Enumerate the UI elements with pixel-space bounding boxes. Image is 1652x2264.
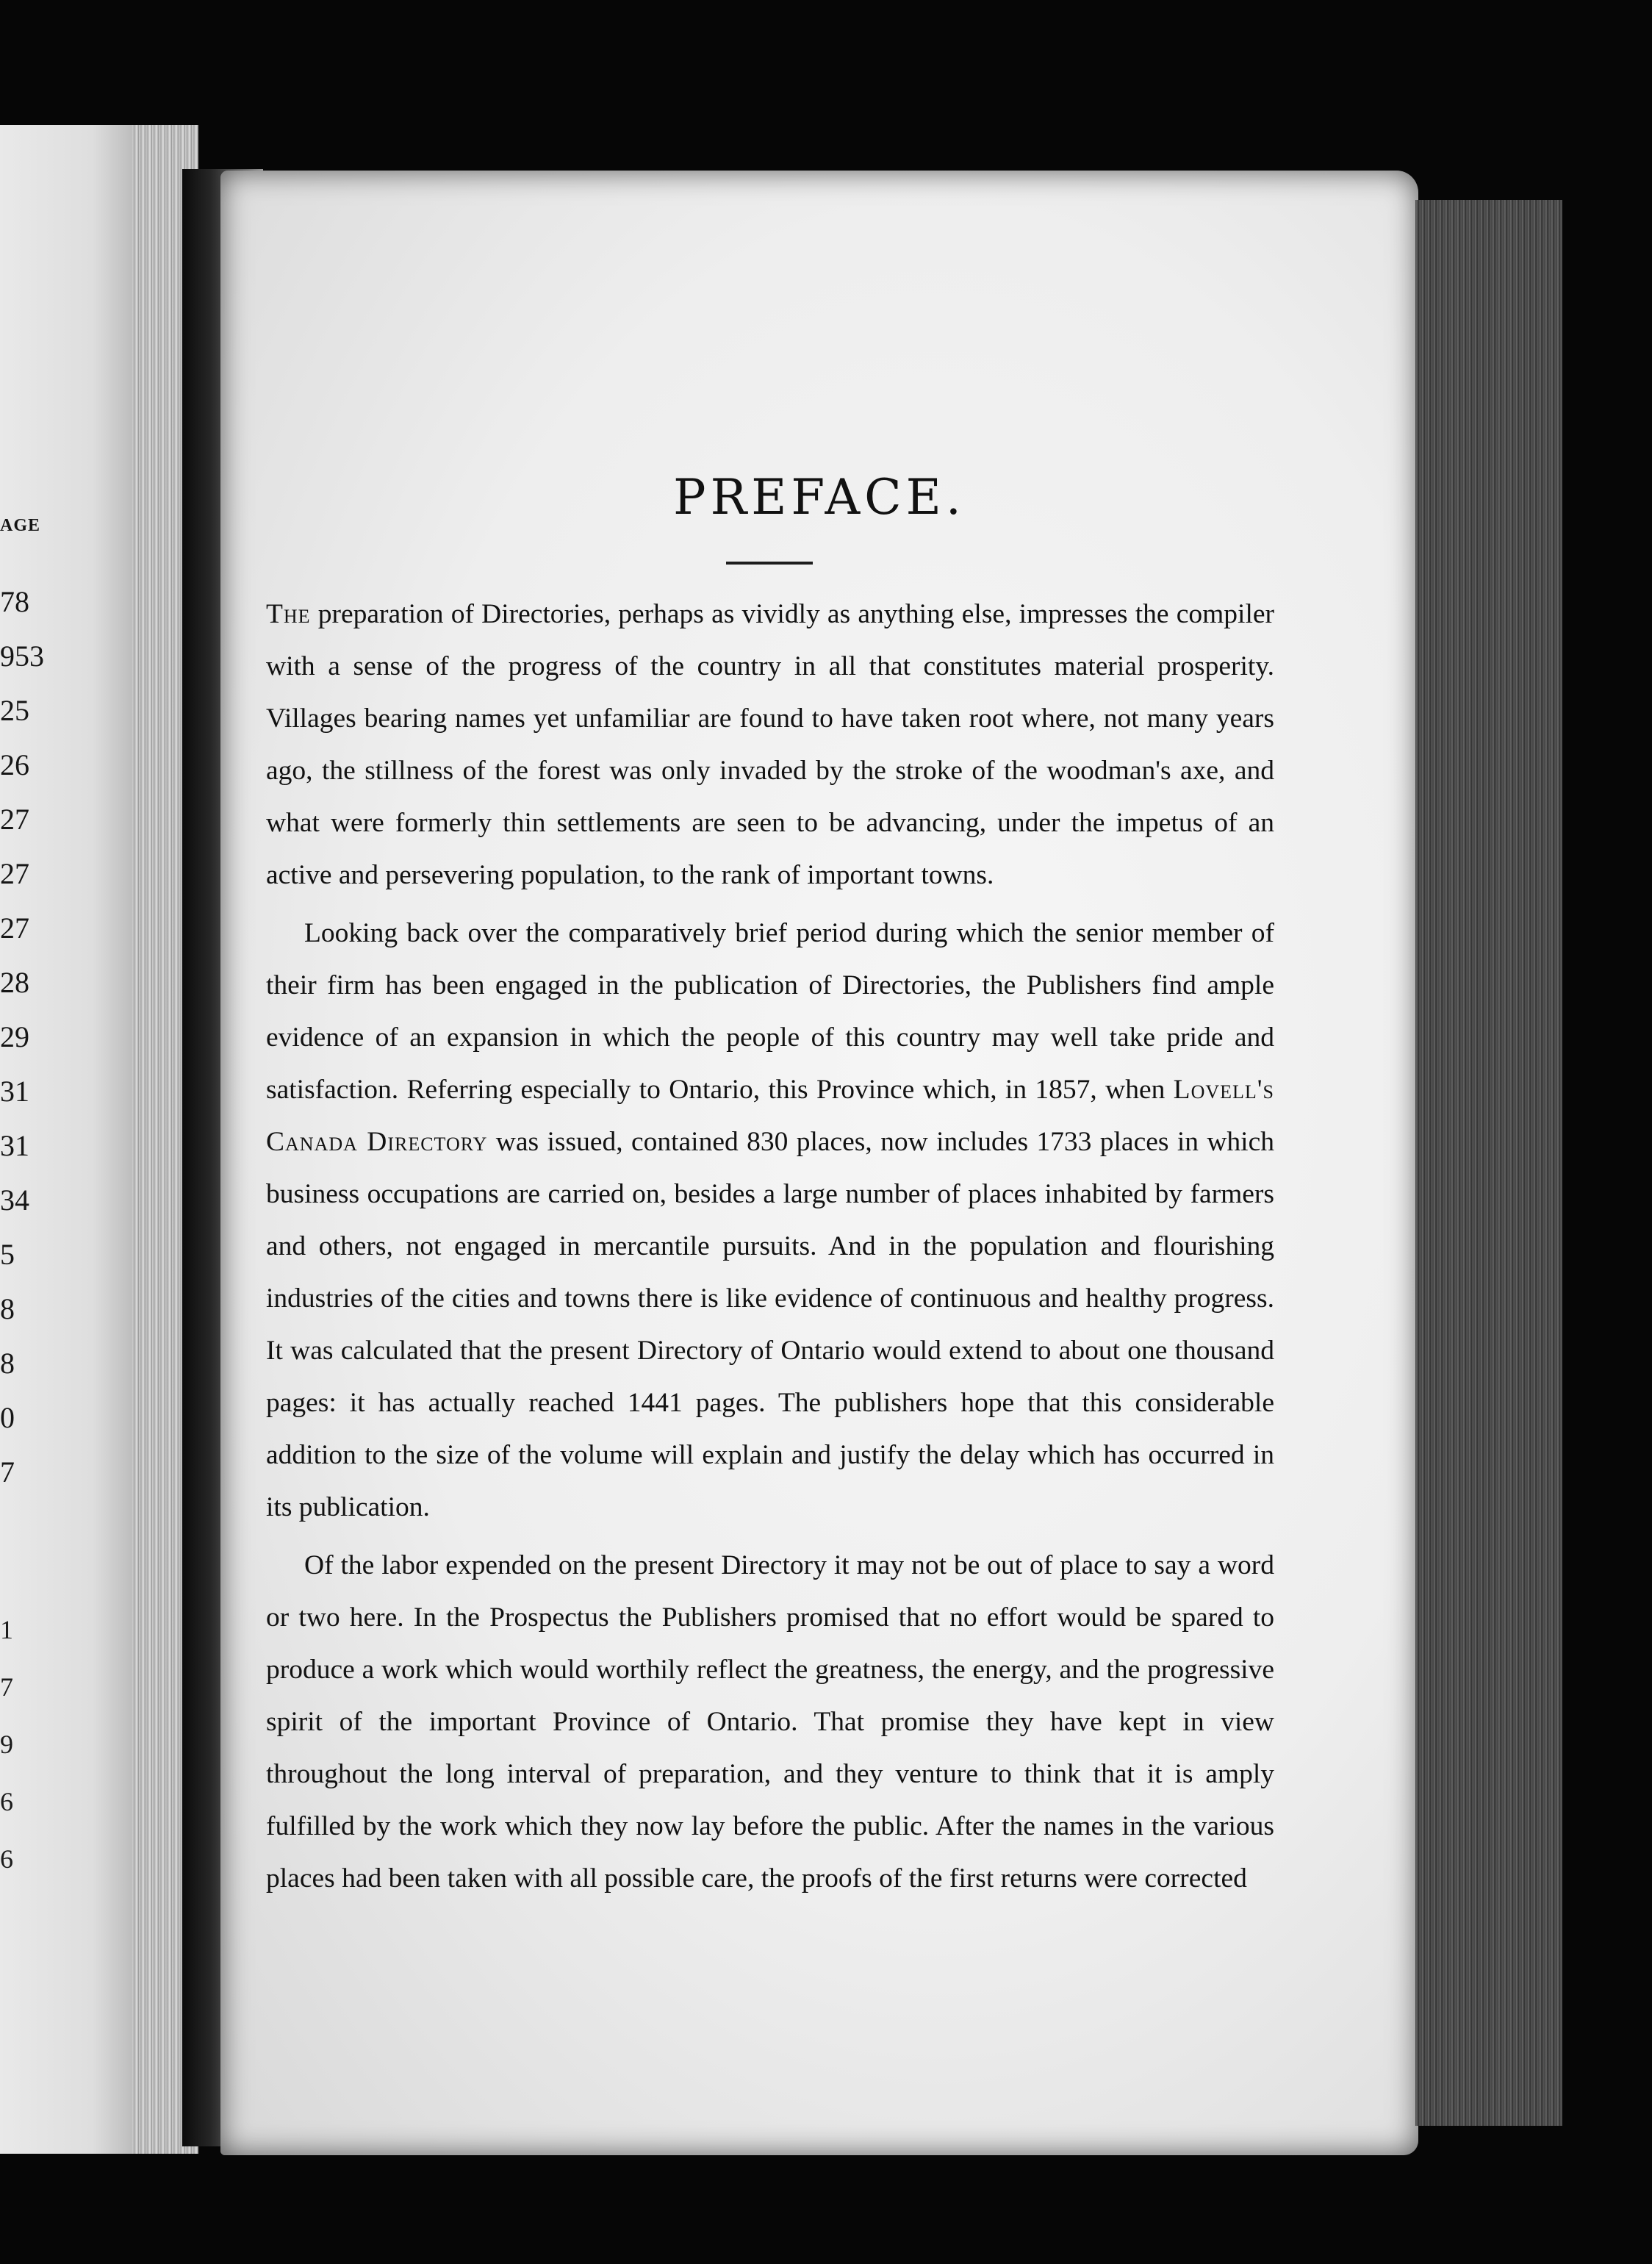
left-page-lower-marks bbox=[0, 1601, 13, 1888]
left-page-number: 8 bbox=[0, 1347, 15, 1380]
left-page-number: 26 bbox=[0, 748, 29, 781]
left-page-number: 5 bbox=[0, 1238, 15, 1271]
paragraph-3-text: Of the labor expended on the present Directory it may not be out of place to say a word or two here. In the Prospectus the Publishers promised that no effort would be spared to produce a work which would worthily reflect the greatness, the energy, and the progressive spirit of the important Province of Ontario. That promise they have kept in view throughout the long interval of preparation, and they venture to think that it is amply fulfilled by the work which they now lay before the public. After the names in the various places had been taken with all possible care, the proofs of the first returns were corrected bbox=[266, 1550, 1274, 1894]
left-page-number: 8 bbox=[0, 1292, 15, 1325]
left-page-mark: 6 bbox=[0, 1844, 13, 1874]
left-page-number-column bbox=[0, 575, 44, 1500]
left-page-number: 27 bbox=[0, 857, 29, 890]
left-page-mark: 1 bbox=[0, 1615, 13, 1644]
paragraph-2 bbox=[266, 907, 1274, 1533]
paragraph-3 bbox=[266, 1539, 1274, 1905]
left-page-number: 27 bbox=[0, 911, 29, 945]
preface-body bbox=[266, 588, 1274, 1905]
left-page-number: 31 bbox=[0, 1129, 29, 1162]
left-page-number: 34 bbox=[0, 1183, 29, 1217]
page-title: PREFACE. bbox=[673, 469, 966, 526]
paragraph-2-directory-title: Lovell's Canada Directory bbox=[266, 1075, 1274, 1157]
paragraph-2-text-after: was issued, contained 830 places, now includes 1733 places in which business occupations are carried on, besides a large number of places inhabited by farmers and others, not engaged in mercantile pursuits. And in the population and flourishing industries of the cities and towns there is like evidence of continuous and healthy progress. It was calculated that the present Directory of Ontario would extend to about one thousand pages: it has actually reached 1441 pages. The publishers hope that this considerable addition to the size of the volume will explain and justify the delay which has occurred in its publication. bbox=[266, 1127, 1274, 1522]
left-page-mark: 9 bbox=[0, 1730, 13, 1759]
left-page-number: 78 bbox=[0, 585, 29, 618]
left-page-number: 953 bbox=[0, 640, 44, 673]
left-page-number: 28 bbox=[0, 966, 29, 999]
left-page-mark: 6 bbox=[0, 1787, 13, 1816]
paragraph-1-lead: The bbox=[266, 599, 311, 629]
left-page-number: 25 bbox=[0, 694, 29, 727]
left-page-number: 31 bbox=[0, 1075, 29, 1108]
paragraph-1-text: preparation of Directories, perhaps as vividly as anything else, impresses the compiler with a sense of the progress of the country in all that constitutes material prosperity. Villages bearing names yet unfamiliar are found to have taken root where, not many years ago, the stillness of the forest was only invaded by the stroke of the woodman's axe, and what were formerly thin settlements are seen to be advancing, under the impetus of an active and persevering population, to the rank of important towns. bbox=[266, 599, 1274, 890]
left-page-number: 29 bbox=[0, 1020, 29, 1053]
left-page-number: 0 bbox=[0, 1401, 15, 1434]
left-page-number: 7 bbox=[0, 1455, 15, 1489]
title-rule bbox=[726, 562, 813, 565]
left-page-number: 27 bbox=[0, 803, 29, 836]
paragraph-1 bbox=[266, 588, 1274, 901]
text-block-edge bbox=[1415, 200, 1562, 2126]
left-page-mark: 7 bbox=[0, 1672, 13, 1702]
left-page-column-heading: AGE bbox=[0, 516, 41, 535]
paragraph-2-text-before: Looking back over the comparatively brief period during which the senior member of their firm has been engaged in the publication of Directories, the Publishers find ample evidence of an expansion in which the people of this country may well take pride and satisfaction. Referring especially to Ontario, this Province which, in 1857, when bbox=[266, 918, 1274, 1105]
left-page bbox=[0, 125, 132, 2154]
